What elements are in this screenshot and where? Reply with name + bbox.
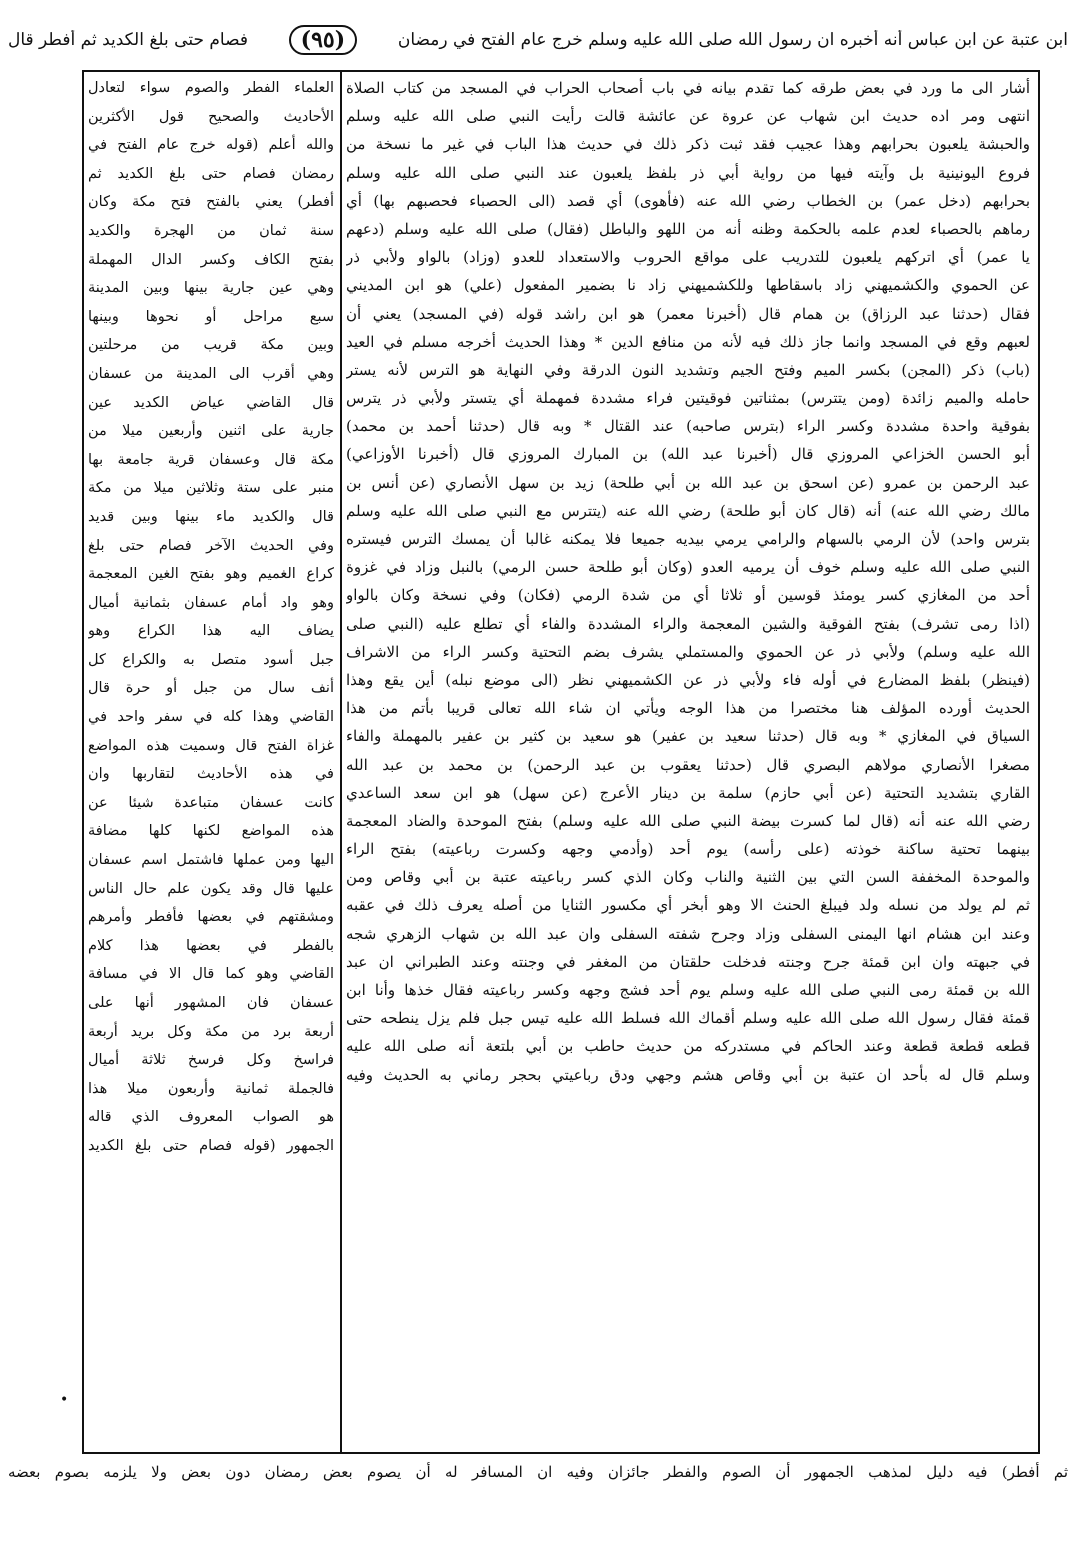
main-text-line: بينهما تحتية ساكنة خوذته (على رأسه) يوم أحد (وأدمي وجهه وكسرت رباعيته) بفتح الراء bbox=[346, 840, 1030, 859]
main-text-line: الله بن قمئة رمى النبي صلى الله عليه وسلم يوم أحد فشج وجهه وكسر رباعيته فقال خذها وأنا ابن bbox=[346, 981, 1030, 999]
main-text-line: يا عمر) أي اتركهم يلعبون للتدريب على مواقع الحروب والاستعداد للعدو (وزاد) بالواو ولأبي ذر bbox=[346, 248, 1030, 267]
margin-text-line: أفطر) يعني بالفتح فتح مكة وكان bbox=[88, 194, 334, 211]
main-text-line: (فينظر) بلفظ المضارع في أوله فاء ولأبي ذر عن الكشميهني نظر (الى موضع نبله) أين يقع وهذا bbox=[346, 670, 1030, 689]
main-text-line: وعند ابن هشام انها اليمنى السفلى وزاد وجرح شفته السفلى وان عبد الله بن شهاب الزهري شجه bbox=[346, 924, 1030, 943]
main-text-line: عن الحموي والكشميهني زاد باسقاطها وللكشميهني زاد نا بضمير المفعول (علي) هو ابن المديني bbox=[346, 276, 1030, 295]
main-text-line: وسلم قال له بأحد ان عتبة بن أبي وقاص هشم وجهي ودق رباعيتي بحجر رماني به الحديث وفيه bbox=[346, 1065, 1030, 1084]
main-text-line: انتهى ومر اده حديث ابن شهاب عن عروة عن عائشة قالت رأيت النبي صلى الله عليه وسلم bbox=[346, 107, 1030, 126]
margin-text-line: منبر على ستة وثلاثين ميلا من مكة bbox=[88, 480, 334, 497]
margin-text-line: أنف سال من جبل أو حرة قال bbox=[88, 680, 334, 697]
main-text-line: بفوقية واحدة مشددة وكسر الراء (بترس صاحبه) عند القتال * وبه قال (حدثنا أحمد بن محمد) bbox=[346, 417, 1030, 436]
main-text-line: فروع اليونينية بل وآيته فيها من رواية أبي ذر بلفظ يلعبون عند النبي صلى الله عليه وسلم bbox=[346, 163, 1030, 182]
margin-text-line: بالفطر في بعضها هذا كلام bbox=[88, 937, 334, 954]
margin-text-line: هو الصواب المعروف الذي قاله bbox=[88, 1109, 334, 1126]
main-text-line: رماهم بالحصباء لعدم علمه بالحكمة وظنه أنه من اللهو والباطل (فقال) صلى الله عليه وسلم (دعهم bbox=[346, 219, 1030, 238]
main-text-line: أحد من المغازي كسر يومئذ قوسين أو ثلاثا أي من شدة الرمي (فكان) وفي نسخة وكان بالواو bbox=[346, 586, 1030, 605]
main-text-line: (اذا رمى تشرف) بفتح الفوقية والشين المعجمة والراء المشددة والفاء أي تطلع عليه (النبي صلى bbox=[346, 614, 1030, 633]
margin-text-line: وفي الحديث الآخر فصام حتى بلغ bbox=[88, 537, 334, 554]
header-title-left: فصام حتى بلغ الكديد ثم أفطر قال bbox=[8, 30, 248, 50]
main-text-line: ثم لم يولد من نسله ولد فيبلغ الحنث الا وهو أبخر أي مكسور الثنايا من أصله يعرف ذلك في عقبه bbox=[346, 896, 1030, 915]
margin-text-line: فراسخ وكل فرسخ ثلاثة أميال bbox=[88, 1052, 334, 1069]
main-text-line: بترس واحد) لأن الرمي بالسهام والرامي يرمي بيديه جميعا فلا يمكنه غالبا أن يمسك الترس فيستره bbox=[346, 530, 1030, 548]
margin-text-line: وهي عين جارية بينها وبين المدينة bbox=[88, 280, 334, 297]
margin-text-line: كراع الغميم وهو بفتح الغين المعجمة bbox=[88, 566, 334, 583]
header-title-right: ابن عتبة عن ابن عباس أنه أخبره ان رسول الله صلى الله عليه وسلم خرج عام الفتح في رمضان bbox=[397, 30, 1068, 50]
margin-text-line: مكة قال وعسفان قرية جامعة بها bbox=[88, 451, 334, 468]
margin-text-line: سبع مراحل أو نحوها وبينها bbox=[88, 308, 334, 325]
margin-text-line: قال والكديد ماء بينها وبين قديد bbox=[88, 508, 334, 525]
margin-text-line: الأحاديث والصحيح قول الأكثرين bbox=[88, 108, 334, 125]
running-header bbox=[8, 10, 1068, 70]
margin-text-line: سنة ثمان من الهجرة والكديد bbox=[88, 222, 334, 239]
footer-line: ثم أفطر) فيه دليل لمذهب الجمهور أن الصوم والفطر جائزان وفيه ان المسافر له أن يصوم بعض رمضان دون بعض ولا يلزمه بصوم بعضه bbox=[8, 1463, 1068, 1481]
margin-text-line: فالجملة ثمانية وأربعون ميلا هذا bbox=[88, 1080, 334, 1097]
margin-text-line: القاضي وهو كما قال الا في مسافة bbox=[88, 966, 334, 983]
main-text-line: والحبشة يلعبون بحرابهم وهذا عجيب فقد ثبت ذكر ذلك في حديث هذا الباب في غير ما نسخة من bbox=[346, 135, 1030, 154]
main-text-line: قمئة فقال رسول الله صلى الله عليه وسلم أقماك الله فسلط الله عليه تيس جبل فلم يزل ينطحه حتى bbox=[346, 1009, 1030, 1028]
margin-text-line: يضاف اليه هذا الكراع وهو bbox=[88, 623, 334, 640]
margin-text-line: قال القاضي عياض الكديد عين bbox=[88, 394, 334, 411]
main-text-line: الحديث أورده المؤلف هنا مختصرا من هذا الوجه ويأتي ان شاء الله تعالى قريبا بأتم من هذا bbox=[346, 699, 1030, 718]
main-text-line: الله عليه وسلم) ولأبي ذر عن الحموي والمستملي يشرف بضم التحتية وكسر الراء من الاشراف bbox=[346, 642, 1030, 661]
main-text-line: مصغرا الأنصاري مولاهم البصري قال (حدثنا يعقوب بن عبد الرحمن) بن محمد بن عبد الله bbox=[346, 755, 1030, 774]
main-text-line: أبو الحسن الخزاعي المروزي قال (أخبرنا عبد الله) بن المبارك المروزي قال (أخبرنا الأوزاعي) bbox=[346, 445, 1030, 464]
margin-commentary-column bbox=[88, 74, 334, 1446]
margin-text-line: جارية على اثنين وأربعين ميلا من bbox=[88, 423, 334, 440]
page-number: (٩٥) bbox=[289, 25, 357, 55]
main-text-line: قطعه قطعة قطعة وعند الحاكم في مستدركه من حديث حاطب بن أبي بلتعة أنه صلى الله عليه bbox=[346, 1037, 1030, 1056]
margin-text-line: القاضي وهذا كله في سفر واحد في bbox=[88, 709, 334, 726]
main-text-line: بحرابهم (دخل عمر) بن الخطاب رضي الله عنه (فأهوى) أي قصد (الى الحصباء فحصبهم بها) أي bbox=[346, 191, 1030, 210]
margin-text-line: الجمهور (قوله فصام حتى بلغ الكديد bbox=[88, 1137, 334, 1154]
margin-text-line: وهو واد أمام عسفان بثمانية أميال bbox=[88, 594, 334, 611]
margin-text-line: عسفان فان المشهور أنها على bbox=[88, 995, 334, 1011]
main-text-line: حامله والميم زائدة (ومن يتترس) بمثناتين فوقيتين فراء مشددة فمهملة أي يتستر ولأبي ذر يترس bbox=[346, 389, 1030, 408]
main-commentary-column bbox=[346, 74, 1030, 1446]
margin-text-line: وهي أقرب الى المدينة من عسفان bbox=[88, 365, 334, 382]
margin-dot: • bbox=[60, 1392, 69, 1408]
margin-text-line: اليها ومن عملها فاشتمل اسم عسفان bbox=[88, 852, 334, 869]
margin-text-line: عليها قال وقد يكون علم حال الناس bbox=[88, 880, 334, 897]
main-text-line: في جبهته وان ابن قمئة جرح وجنته فدخلت حلقتان من المغفر في وجنته وعند الطبراني ان عبد bbox=[346, 952, 1030, 971]
main-text-line: النبي صلى الله عليه وسلم خوف أن يرميه العدو (وكان أبو طلحة حسن الرمي) بالنبل وزاد في غزوة bbox=[346, 558, 1030, 577]
main-text-line: فقال (حدثنا عبد الرزاق) بن همام قال (أخبرنا معمر) هو ابن راشد قوله (في المسجد) يعني أن bbox=[346, 304, 1030, 323]
margin-text-line: ومشقتهم في بعضها فأفطر وأمرهم bbox=[88, 909, 334, 926]
margin-text-line: أربعة برد من مكة وكل بريد أربعة bbox=[88, 1023, 334, 1040]
margin-text-line: جبل أسود متصل به والكراع كل bbox=[88, 651, 334, 668]
margin-text-line: في هذه الأحاديث لتقاربها وان bbox=[88, 766, 334, 783]
margin-text-line: والله أعلم (قوله خرج عام الفتح في bbox=[88, 137, 334, 154]
margin-text-line: غزاة الفتح قال وسميت هذه المواضع bbox=[88, 737, 334, 754]
margin-text-line: وبين مكة قريب من مرحلتين bbox=[88, 337, 334, 354]
margin-text-line: كانت عسفان متباعدة شيئا عن bbox=[88, 794, 334, 811]
main-text-line: (باب) ذكر (المجن) بكسر الميم وفتح الجيم وتشديد النون الدرقة وفي النهاية هو الترس لأنه يستر bbox=[346, 360, 1030, 379]
main-text-line: مالك رضي الله عنه) أنه (قال كان أبو طلحة) رضي الله عنه (يتترس مع النبي صلى الله عليه وسلم bbox=[346, 501, 1030, 520]
margin-text-line: رمضان فصام حتى بلغ الكديد ثم bbox=[88, 165, 334, 182]
main-text-line: والموحدة المخففة السن التي بين الثنية والناب وكان الذي كسر رباعيته عتبة بن أبي وقاص ومن bbox=[346, 868, 1030, 887]
main-text-line: عبد الرحمن بن عمرو (عن اسحق بن عبد الله بن أبي طلحة) زيد بن سهل الأنصاري (عن أنس بن bbox=[346, 473, 1030, 492]
main-text-line: رضي الله عنه أنه (قال لما كسرت بيضة النبي صلى الله عليه وسلم) بفتح الموحدة والضاد المعجمة bbox=[346, 811, 1030, 830]
main-text-line: أشار الى ما ورد في بعض طرقه كما تقدم بيانه في باب أصحاب الحراب في المسجد من كتاب الصلاة bbox=[346, 79, 1030, 97]
margin-text-line: العلماء الفطر والصوم سواء لتعادل bbox=[88, 80, 334, 96]
margin-text-line: هذه المواضع لكنها كلها مضافة bbox=[88, 823, 334, 840]
margin-text-line: بفتح الكاف وكسر الدال المهملة bbox=[88, 251, 334, 268]
main-text-line: القاري بتشديد التحتية (عن أبي حازم) سلمة بن دينار الأعرج (عن سهل) هو ابن سعد الساعدي bbox=[346, 783, 1030, 802]
main-text-line: لعبهم وقع في المسجد وانما جاز ذلك فيه لأنه من منافع الدين * وهذا الحديث أخرجه مسلم في العيد bbox=[346, 332, 1030, 351]
main-text-line: السياق في المغازي * وبه قال (حدثنا سعيد بن عفير) هو سعيد بن كثير بن عفير بالمهملة والفاء bbox=[346, 727, 1030, 746]
column-divider bbox=[340, 70, 342, 1454]
